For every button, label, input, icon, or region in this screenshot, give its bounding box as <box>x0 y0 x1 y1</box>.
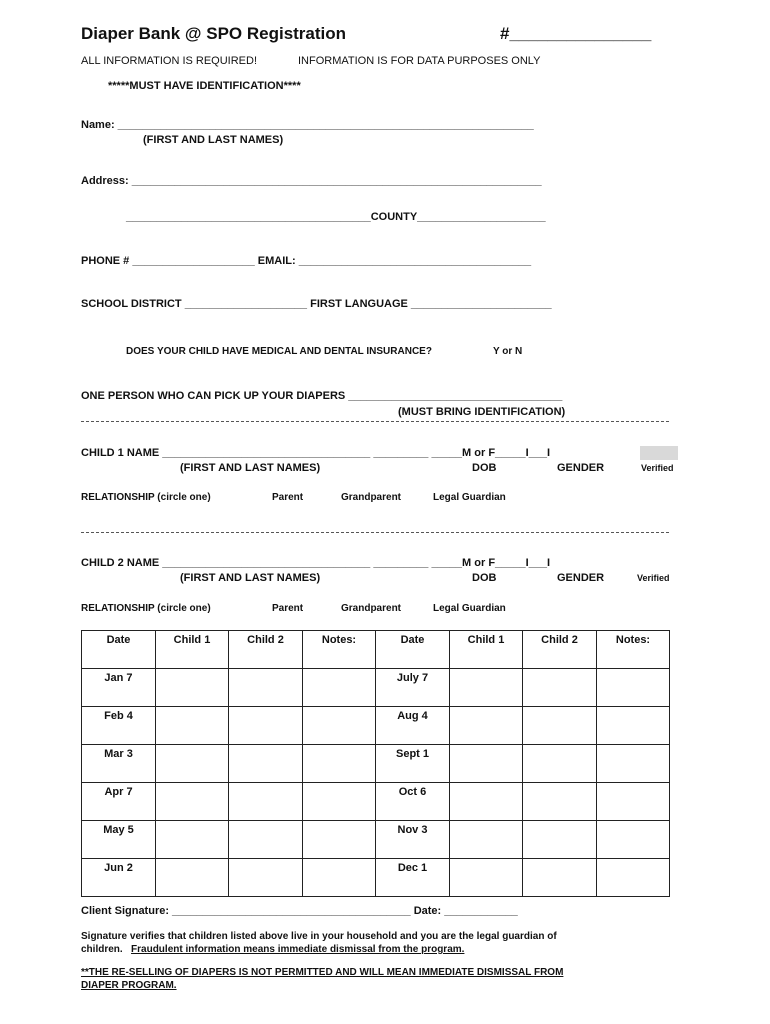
header-child1: Child 1 <box>156 631 229 669</box>
entry-cell[interactable] <box>229 821 303 859</box>
entry-cell[interactable] <box>450 859 523 897</box>
client-signature-field[interactable]: Client Signature: _______________________________________ Date: ____________ <box>81 905 518 917</box>
child2-relationship-label: RELATIONSHIP (circle one) <box>81 603 211 614</box>
child2-parent-option[interactable]: Parent <box>272 603 304 614</box>
divider <box>81 421 669 422</box>
table-row <box>82 745 670 783</box>
date-cell: Dec 1 <box>376 859 450 897</box>
address-county-field[interactable]: ________________________________________COUNTY_____________________ <box>126 211 546 223</box>
entry-cell[interactable] <box>156 859 229 897</box>
child1-line[interactable]: CHILD 1 NAME __________________________________ _________ _____M or F_____I___I <box>81 447 551 459</box>
header-date: Date <box>376 631 450 669</box>
header-notes: Notes: <box>597 631 670 669</box>
child1-verified-label: Verified <box>641 463 674 473</box>
child2-name-hint: (FIRST AND LAST NAMES) <box>180 572 321 584</box>
date-cell: July 7 <box>376 669 450 707</box>
header-child2: Child 2 <box>229 631 303 669</box>
child1-guardian-option[interactable]: Legal Guardian <box>433 492 506 503</box>
table-row <box>82 669 670 707</box>
header-child2: Child 2 <box>523 631 597 669</box>
date-cell: Feb 4 <box>82 707 156 745</box>
child1-dob-label: DOB <box>472 462 497 474</box>
notes-cell[interactable] <box>303 821 376 859</box>
data-purpose-note: INFORMATION IS FOR DATA PURPOSES ONLY <box>298 55 541 67</box>
divider <box>81 532 669 533</box>
verification-children: children. <box>81 944 123 955</box>
school-language-field[interactable]: SCHOOL DISTRICT ____________________ FIRST LANGUAGE _______________________ <box>81 298 552 310</box>
entry-cell[interactable] <box>229 783 303 821</box>
entry-cell[interactable] <box>156 745 229 783</box>
notes-cell[interactable] <box>303 783 376 821</box>
address-field[interactable]: Address: ___________________________________________________________________ <box>81 175 542 187</box>
table-header-row <box>82 631 670 669</box>
child2-grandparent-option[interactable]: Grandparent <box>341 603 402 614</box>
entry-cell[interactable] <box>450 821 523 859</box>
verification-text-2 <box>81 944 464 955</box>
child1-name-hint: (FIRST AND LAST NAMES) <box>180 462 321 474</box>
date-cell: Oct 6 <box>376 783 450 821</box>
required-note: ALL INFORMATION IS REQUIRED! <box>81 55 258 67</box>
form-title: Diaper Bank @ SPO Registration <box>81 24 347 43</box>
entry-cell[interactable] <box>523 821 597 859</box>
child1-grandparent-option[interactable]: Grandparent <box>341 492 402 503</box>
notes-cell[interactable] <box>597 669 670 707</box>
entry-cell[interactable] <box>229 745 303 783</box>
entry-cell[interactable] <box>523 859 597 897</box>
child1-verified-box <box>640 446 678 460</box>
notes-cell[interactable] <box>597 783 670 821</box>
phone-email-field[interactable]: PHONE # ____________________ EMAIL: ______________________________________ <box>81 255 532 267</box>
entry-cell[interactable] <box>523 783 597 821</box>
name-field[interactable]: Name: ____________________________________________________________________ <box>81 119 534 131</box>
identification-note: *****MUST HAVE IDENTIFICATION**** <box>108 80 301 92</box>
registration-number-field[interactable]: #_______________ <box>500 24 652 43</box>
entry-cell[interactable] <box>450 745 523 783</box>
entry-cell[interactable] <box>156 707 229 745</box>
table-row <box>82 821 670 859</box>
child2-guardian-option[interactable]: Legal Guardian <box>433 603 506 614</box>
date-cell: Apr 7 <box>82 783 156 821</box>
name-hint: (FIRST AND LAST NAMES) <box>143 134 284 146</box>
resell-warning: **THE RE-SELLING OF DIAPERS IS NOT PERMITTED AND WILL MEAN IMMEDIATE DISMISSAL FROM <box>81 967 564 978</box>
date-cell: Jan 7 <box>82 669 156 707</box>
table-row <box>82 707 670 745</box>
header-child1: Child 1 <box>450 631 523 669</box>
notes-cell[interactable] <box>303 669 376 707</box>
pickup-hint: (MUST BRING IDENTIFICATION) <box>398 406 566 418</box>
table-row <box>82 859 670 897</box>
insurance-question: DOES YOUR CHILD HAVE MEDICAL AND DENTAL INSURANCE? <box>126 346 432 357</box>
date-cell: Sept 1 <box>376 745 450 783</box>
fraud-warning: Fraudulent information means immediate dismissal from the program. <box>131 944 465 955</box>
entry-cell[interactable] <box>229 707 303 745</box>
child2-verified-label: Verified <box>637 573 670 583</box>
date-cell: Mar 3 <box>82 745 156 783</box>
child1-gender-label: GENDER <box>557 462 605 474</box>
resell-warning-2: DIAPER PROGRAM. <box>81 980 177 991</box>
entry-cell[interactable] <box>523 745 597 783</box>
entry-cell[interactable] <box>156 821 229 859</box>
insurance-yn[interactable]: Y or N <box>493 346 523 357</box>
notes-cell[interactable] <box>597 707 670 745</box>
date-cell: Aug 4 <box>376 707 450 745</box>
header-notes: Notes: <box>303 631 376 669</box>
child2-line[interactable]: CHILD 2 NAME __________________________________ _________ _____M or F_____I___I <box>81 557 551 569</box>
entry-cell[interactable] <box>229 859 303 897</box>
notes-cell[interactable] <box>597 859 670 897</box>
entry-cell[interactable] <box>229 669 303 707</box>
header-date: Date <box>82 631 156 669</box>
pickup-person-field[interactable]: ONE PERSON WHO CAN PICK UP YOUR DIAPERS ___________________________________ <box>81 390 563 402</box>
verification-text: Signature verifies that children listed above live in your household and you are the legal guardian of <box>81 931 557 942</box>
entry-cell[interactable] <box>523 669 597 707</box>
notes-cell[interactable] <box>303 745 376 783</box>
child1-relationship-label: RELATIONSHIP (circle one) <box>81 492 211 503</box>
child1-parent-option[interactable]: Parent <box>272 492 304 503</box>
table-row <box>82 783 670 821</box>
notes-cell[interactable] <box>303 707 376 745</box>
notes-cell[interactable] <box>597 745 670 783</box>
entry-cell[interactable] <box>156 669 229 707</box>
entry-cell[interactable] <box>523 707 597 745</box>
date-cell: Jun 2 <box>82 859 156 897</box>
entry-cell[interactable] <box>156 783 229 821</box>
child2-gender-label: GENDER <box>557 572 605 584</box>
child2-dob-label: DOB <box>472 572 497 584</box>
notes-cell[interactable] <box>303 859 376 897</box>
notes-cell[interactable] <box>597 821 670 859</box>
pickup-log-table <box>81 630 670 897</box>
entry-cell[interactable] <box>450 707 523 745</box>
date-cell: Nov 3 <box>376 821 450 859</box>
date-cell: May 5 <box>82 821 156 859</box>
entry-cell[interactable] <box>450 669 523 707</box>
entry-cell[interactable] <box>450 783 523 821</box>
